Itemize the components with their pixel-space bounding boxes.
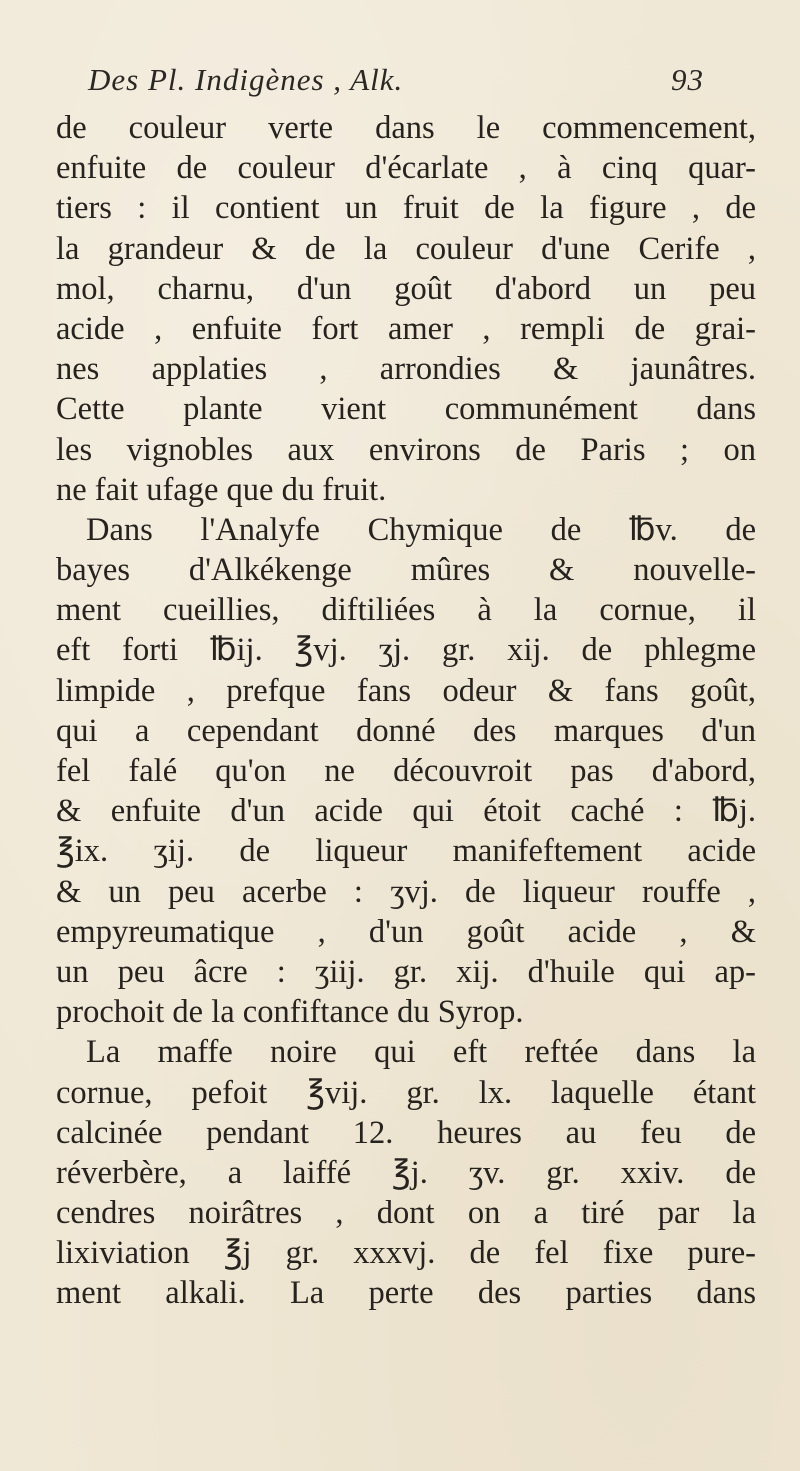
text-line: & enfuite d'un acide qui étoit caché : ℔j. xyxy=(56,793,756,830)
running-header xyxy=(88,62,708,112)
header-title: Des Pl. Indigènes , Alk. xyxy=(88,62,404,97)
text-line: acide , enfuite fort amer , rempli de grai- xyxy=(56,310,756,347)
text-line: nes applaties , arrondies & jaunâtres. xyxy=(56,351,756,388)
text-line: de couleur verte dans le commencement, xyxy=(56,110,756,146)
paragraph-start: La maffe noire qui eft reftée dans la xyxy=(86,1034,756,1071)
text-line: enfuite de couleur d'écarlate , à cinq quar- xyxy=(56,150,756,187)
text-line: réverbère, a laiffé ℥j. ʒv. gr. xxiv. de xyxy=(56,1154,756,1191)
text-line: les vignobles aux environs de Paris ; on xyxy=(56,431,756,468)
text-line: calcinée pendant 12. heures au feu de xyxy=(56,1114,756,1151)
text-line: & un peu acerbe : ʒvj. de liqueur rouffe , xyxy=(56,873,756,910)
text-line: fel falé qu'on ne découvroit pas d'abord, xyxy=(56,753,756,789)
text-line: un peu âcre : ʒiij. gr. xij. d'huile qui ap- xyxy=(56,953,756,990)
text-line: empyreumatique , d'un goût acide , & xyxy=(56,913,756,950)
text-line: cornue, pefoit ℥vij. gr. lx. laquelle étant xyxy=(56,1074,756,1111)
text-line: la grandeur & de la couleur d'une Cerife , xyxy=(56,230,756,267)
text-line: mol, charnu, d'un goût d'abord un peu xyxy=(56,270,756,307)
text-line: prochoit de la confiftance du Syrop. xyxy=(56,994,524,1031)
text-line: ment cueillies, diftiliées à la cornue, il xyxy=(56,592,756,629)
body-text xyxy=(56,108,756,1314)
text-line: ne fait ufage que du fruit. xyxy=(56,471,387,508)
text-line: cendres noirâtres , dont on a tiré par la xyxy=(56,1195,756,1232)
text-line: eft forti ℔ij. ℥vj. ʒj. gr. xij. de phlegme xyxy=(56,632,756,669)
text-line: ment alkali. La perte des parties dans xyxy=(56,1275,756,1312)
text-line: qui a cependant donné des marques d'un xyxy=(56,712,756,749)
text-line: tiers : il contient un fruit de la figure , de xyxy=(56,190,756,227)
text-line: ℥ix. ʒij. de liqueur manifeftement acide xyxy=(56,833,756,870)
text-line: limpide , prefque fans odeur & fans goût, xyxy=(56,672,756,709)
paragraph-start: Dans l'Analyfe Chymique de ℔v. de xyxy=(86,511,756,548)
text-line: Cette plante vient communément dans xyxy=(56,391,756,428)
text-line: bayes d'Alkékenge mûres & nouvelle- xyxy=(56,552,756,589)
page-number: 93 xyxy=(671,62,704,97)
text-line: lixiviation ℥j gr. xxxvj. de fel fixe pure- xyxy=(56,1235,756,1272)
